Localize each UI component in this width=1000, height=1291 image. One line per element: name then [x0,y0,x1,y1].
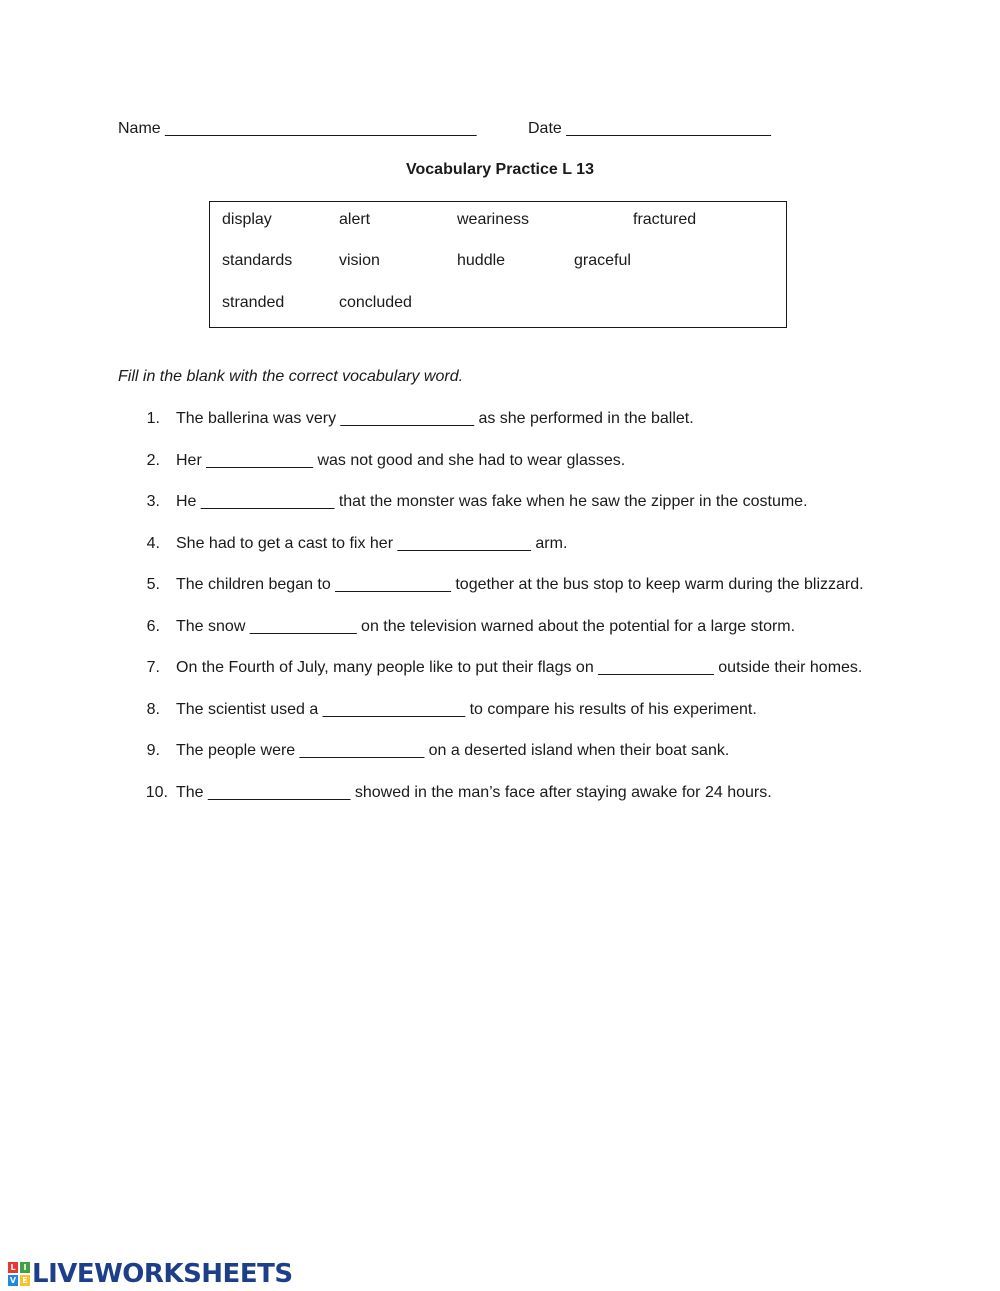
question-number: 10. [145,784,168,801]
word-bank-item: alert [339,211,371,228]
word-bank [209,201,787,328]
word-bank-item: display [222,211,272,228]
word-bank-item: graceful [574,252,631,269]
question-number: 6. [146,618,160,635]
question-text[interactable]: The ________________ showed in the man’s face after staying awake for 24 hours. [176,784,772,801]
word-bank-item: vision [339,252,380,269]
page-title: Vocabulary Practice L 13 [406,161,594,178]
question-number: 8. [146,701,160,718]
question-text[interactable]: The scientist used a ________________ to compare his results of his experiment. [176,701,757,718]
question-number: 9. [146,742,160,759]
question-text[interactable]: The ballerina was very _______________ as she performed in the ballet. [176,410,694,427]
word-bank-item: weariness [457,211,530,228]
question-text[interactable]: The people were ______________ on a deserted island when their boat sank. [176,742,730,759]
question-number: 1. [146,410,160,427]
instructions: Fill in the blank with the correct vocabulary word. [118,368,464,385]
logo-letter: I [20,1262,30,1273]
logo-letter: L [8,1262,18,1273]
liveworksheets-logo[interactable] [8,1259,293,1289]
question-text[interactable]: She had to get a cast to fix her _______________ arm. [176,535,568,552]
logo-letter: E [20,1275,30,1286]
word-bank-item: standards [222,252,293,269]
word-bank-item: concluded [339,294,412,311]
date-field: Date _______________________ [528,120,771,137]
question-number: 5. [146,576,160,593]
question-number: 2. [146,452,160,469]
question-number: 7. [146,659,160,676]
question-text[interactable]: On the Fourth of July, many people like to put their flags on _____________ outside their homes. [176,659,863,676]
logo-mark-icon [8,1262,30,1286]
logo-text: LIVEWORKSHEETS [32,1259,293,1289]
name-field: Name ___________________________________ [118,120,477,137]
question-number: 4. [146,535,160,552]
question-text[interactable]: The snow ____________ on the television warned about the potential for a large storm. [176,618,796,635]
question-number: 3. [146,493,160,510]
question-text[interactable]: Her ____________ was not good and she had to wear glasses. [176,452,626,469]
question-text[interactable]: He _______________ that the monster was fake when he saw the zipper in the costume. [176,493,808,510]
word-bank-item: huddle [457,252,506,269]
question-text[interactable]: The children began to _____________ together at the bus stop to keep warm during the blizzard. [176,576,864,593]
word-bank-item: fractured [633,211,697,228]
word-bank-item: stranded [222,294,285,311]
logo-letter: V [9,1276,17,1285]
